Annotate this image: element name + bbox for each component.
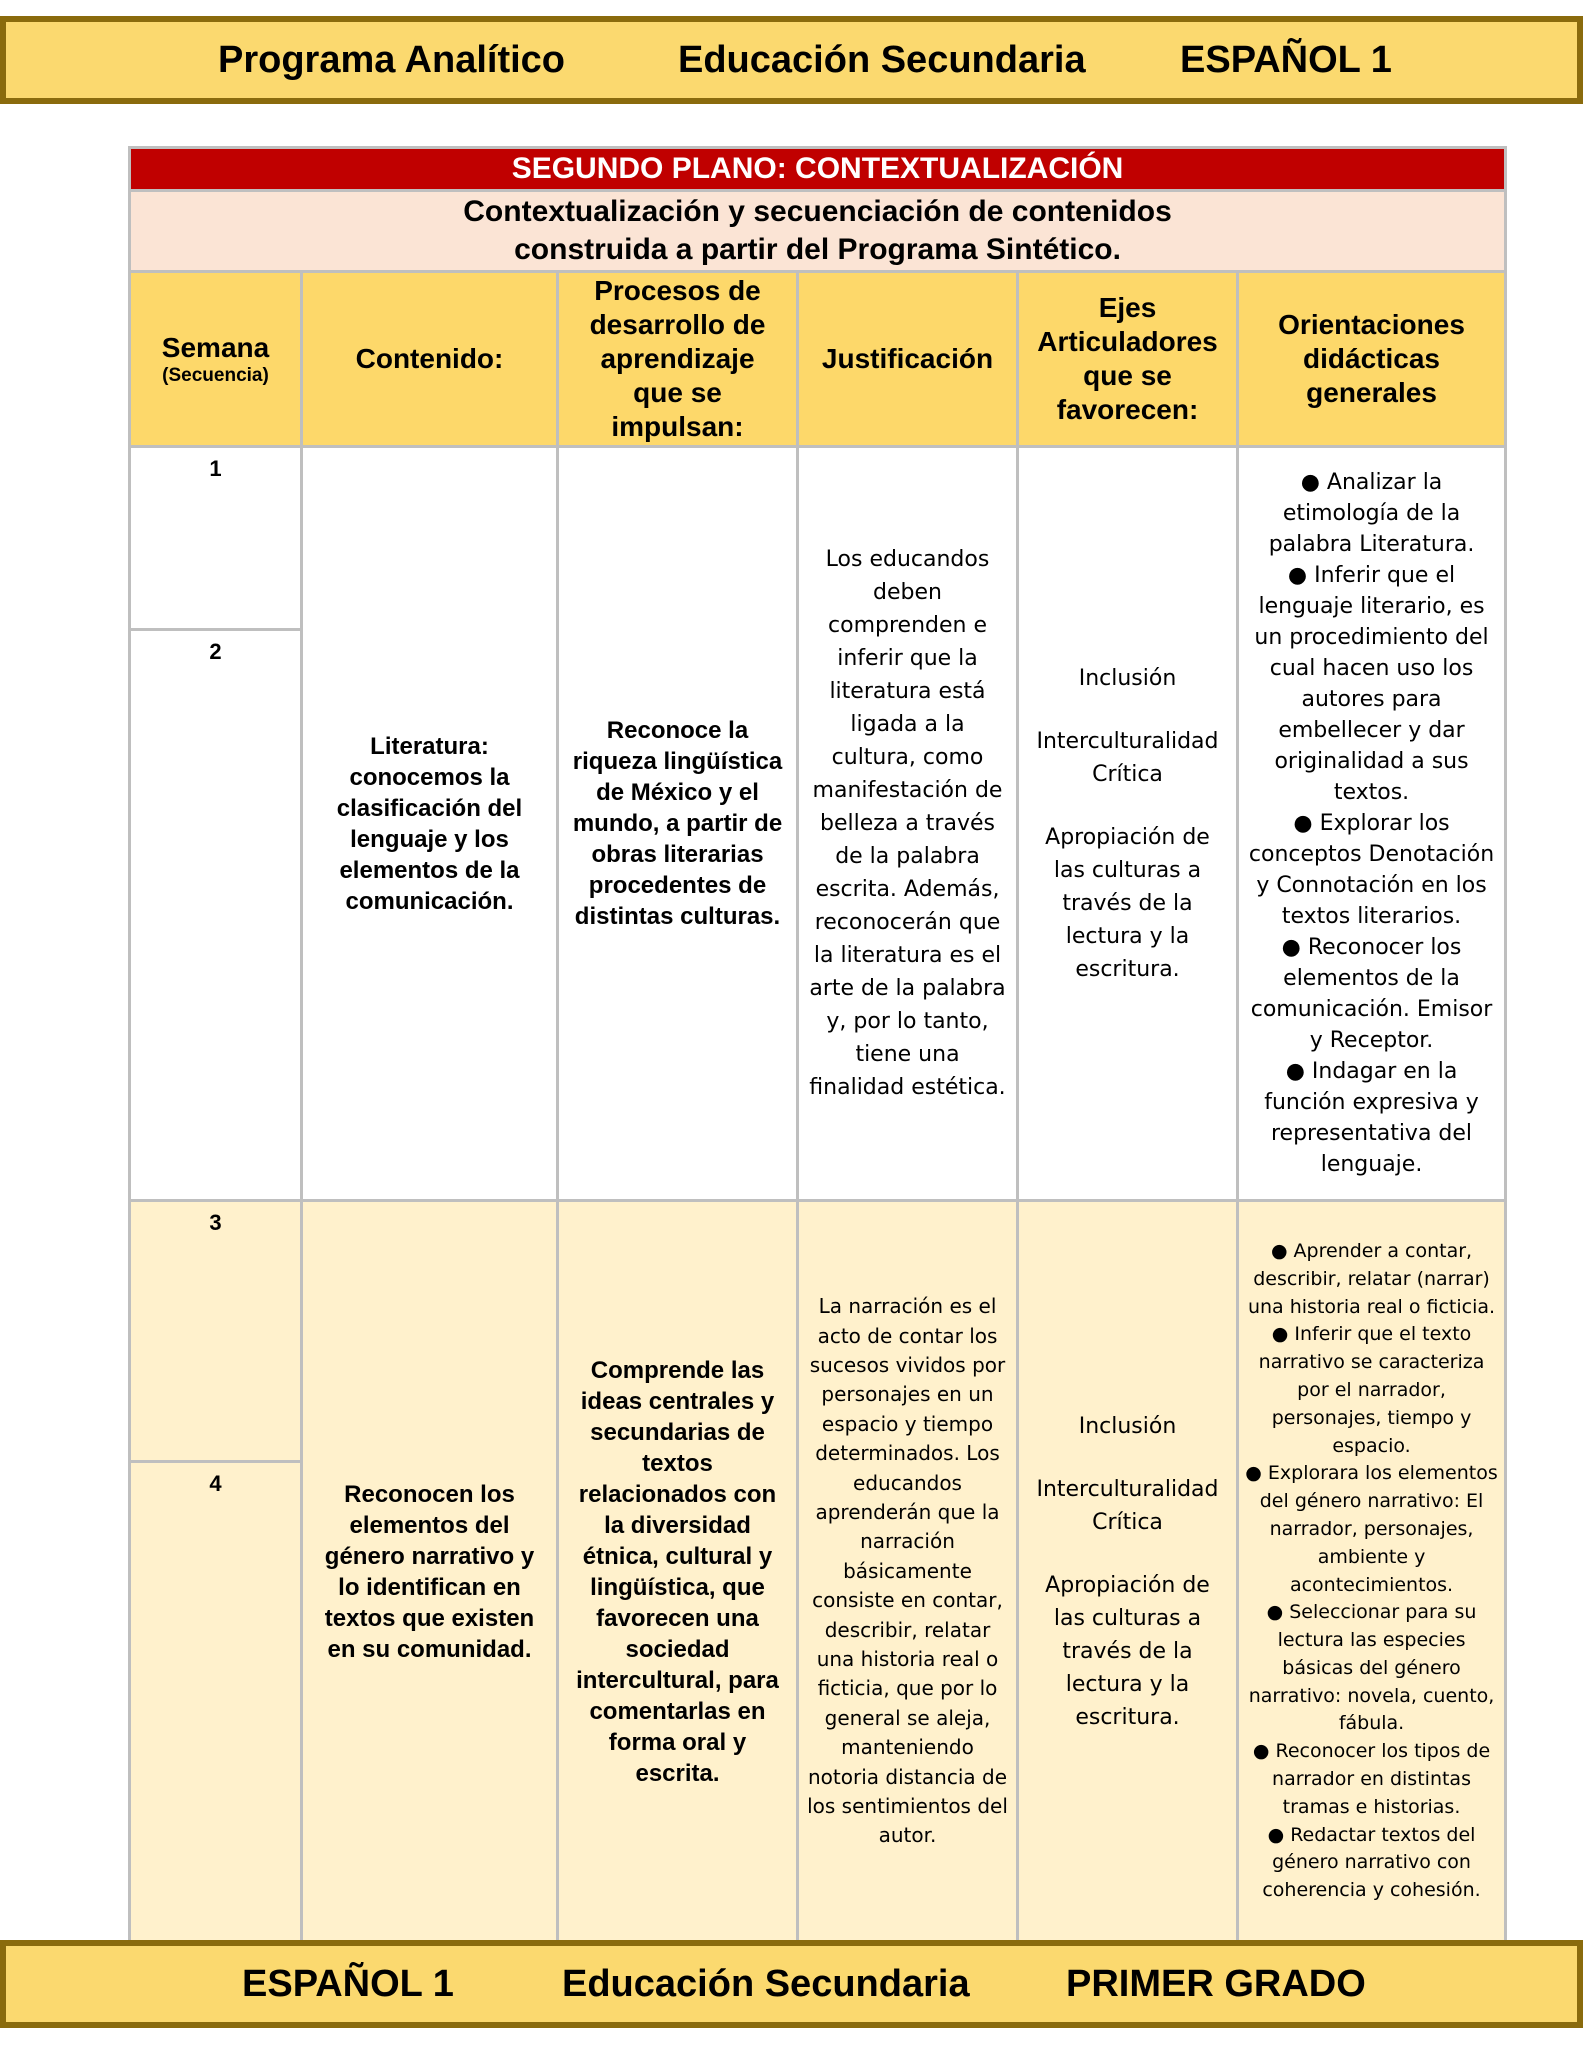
eje-item: Apropiación de las culturas a través de la lectura y la escritura. (1045, 824, 1210, 982)
procesos-cell: Comprende las ideas centrales y secundarias de textos relacionados con la diversidad étnica, cultural y lingüística, que favorecen una sociedad intercultural, para comentarlas en forma oral y escrita. (558, 1201, 798, 1943)
footer-subject-label: ESPAÑOL 1 (242, 1962, 454, 2005)
orientacion-item: ● Explorar los conceptos Denotación y Connotación en los textos literarios. (1248, 811, 1495, 929)
table-title: SEGUNDO PLANO: CONTEXTUALIZACIÓN (130, 148, 1506, 191)
justificacion-cell: La narración es el acto de contar los sucesos vividos por personajes en un espacio y tiempo determinados. Los educandos aprenderán que la narración básicamente consiste en contar, describir, relatar una historia real o ficticia, que por lo general se aleja, manteniendo notoria distancia de los sentimientos del autor. (798, 1201, 1018, 1943)
header-subject-label: ESPAÑOL 1 (1180, 38, 1392, 81)
eje-item: Inclusión (1078, 665, 1177, 691)
orientacion-item: ● Indagar en la función expresiva y representativa del lenguaje. (1264, 1059, 1479, 1177)
week-number: 1 (130, 447, 302, 630)
ejes-cell (1018, 1201, 1238, 1943)
orientacion-item: ● Seleccionar para su lectura las especies básicas del género narrativo: novela, cuento, fábula. (1248, 1601, 1495, 1735)
column-header-procesos: Procesos de desarrollo de aprendizaje que se impulsan: (558, 272, 798, 447)
table-subtitle-line-2: construida a partir del Programa Sintético. (514, 233, 1121, 266)
table-row (130, 447, 1506, 630)
week-number: 2 (130, 630, 302, 1201)
eje-item: Apropiación de las culturas a través de la lectura y la escritura. (1045, 1572, 1210, 1730)
column-header-semana-label: Semana (161, 332, 270, 363)
week-number: 4 (130, 1462, 302, 1943)
orientacion-item: ● Redactar textos del género narrativo con coherencia y cohesión. (1262, 1823, 1481, 1902)
table-subtitle-line-1: Contextualización y secuenciación de contenidos (463, 195, 1172, 228)
header-level-label: Educación Secundaria (678, 38, 1086, 81)
contextualization-table (128, 146, 1507, 1944)
eje-item: Inclusión (1078, 1413, 1177, 1439)
footer-level-label: Educación Secundaria (562, 1962, 970, 2005)
orientaciones-cell (1238, 1201, 1506, 1943)
column-header-justificacion: Justificación (798, 272, 1018, 447)
orientacion-item: ● Inferir que el texto narrativo se caracteriza por el narrador, personajes, tiempo y espacio. (1258, 1323, 1485, 1457)
column-header-ejes: Ejes Articuladores que se favorecen: (1018, 272, 1238, 447)
orientacion-item: ● Explorara los elementos del género narrativo: El narrador, personajes, ambiente y acontecimientos. (1245, 1462, 1498, 1596)
column-header-semana-sub: (Secuencia) (162, 365, 269, 386)
column-header-semana (130, 272, 302, 447)
header-program-label: Programa Analítico (218, 38, 566, 81)
column-header-orientaciones: Orientaciones didácticas generales (1238, 272, 1506, 447)
orientacion-item: ● Aprender a contar, describir, relatar (narrar) una historia real o ficticia. (1247, 1239, 1496, 1318)
orientacion-item: ● Analizar la etimología de la palabra Literatura. (1268, 470, 1475, 557)
ejes-cell (1018, 447, 1238, 1201)
contenido-cell: Reconocen los elementos del género narrativo y lo identifican en textos que existen en su comunidad. (302, 1201, 558, 1943)
orientacion-item: ● Reconocer los elementos de la comunicación. Emisor y Receptor. (1250, 935, 1493, 1053)
week-number: 3 (130, 1201, 302, 1462)
table-subtitle (130, 191, 1506, 272)
column-header-contenido: Contenido: (302, 272, 558, 447)
orientacion-item: ● Reconocer los tipos de narrador en distintas tramas e historias. (1252, 1740, 1491, 1818)
justificacion-cell: Los educandos deben comprenden e inferir que la literatura está ligada a la cultura, como manifestación de belleza a través de la palabra escrita. Además, reconocerán que la literatura es el arte de la palabra y, por lo tanto, tiene una finalidad estética. (798, 447, 1018, 1201)
footer-grade-label: PRIMER GRADO (1066, 1962, 1366, 2005)
eje-item: Interculturalidad Crítica (1036, 728, 1219, 787)
procesos-cell: Reconoce la riqueza lingüística de México y el mundo, a partir de obras literarias procedentes de distintas culturas. (558, 447, 798, 1201)
contenido-cell: Literatura: conocemos la clasificación del lenguaje y los elementos de la comunicación. (302, 447, 558, 1201)
orientaciones-cell (1238, 447, 1506, 1201)
orientacion-item: ● Inferir que el lenguaje literario, es un procedimiento del cual hacen uso los autores para embellecer y dar originalidad a sus textos. (1254, 563, 1489, 805)
page-footer-band (0, 1940, 1583, 2028)
eje-item: Interculturalidad Crítica (1036, 1476, 1219, 1535)
table-row (130, 1201, 1506, 1462)
page-header-band (0, 16, 1583, 104)
